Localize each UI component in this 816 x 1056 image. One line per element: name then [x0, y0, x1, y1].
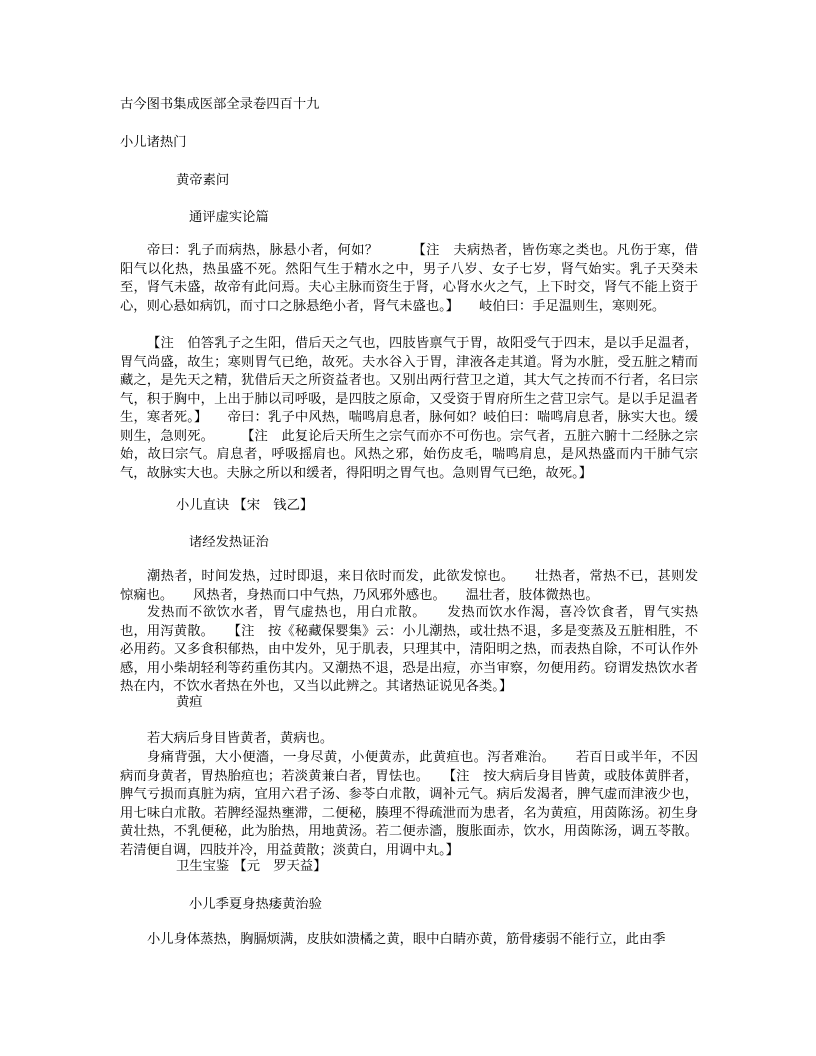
chapter-heading-1: 通评虚实论篇	[189, 210, 269, 225]
paragraph-6: 身痛背强，大小便濇，一身尽黄，小便黄赤，此黄疸也。泻者难治。 若百日或半年，不因病而身黄者，胃热胎疸也；若淡黄兼白者，胃怯也。 【注 按大病后身目皆黄，或肢体黄胖者，脾气亏损而真脏为病，宜用六君子汤、参苓白朮散，调补元气。病后发渴者，脾气虚而津液少也，用七味白朮散。若脾经湿热壅滞，二便秘，腠理不得疏泄而为患者，名为黄疸，用茵陈汤。初生身黄壮热，不乳便秘，此为胎热，用地黄汤。若二便赤濇，腹胀面赤，饮水，用茵陈汤，调五苓散。若清便自调，四肢并冷，用益黄散；淡黄白，用调中丸。】	[120, 750, 698, 858]
paragraph-7: 小儿身体蒸热，胸膈烦满，皮肤如溃橘之黄，眼中白睛亦黄，筋骨痿弱不能行立，此由季	[147, 932, 666, 947]
subheading-jaundice: 黄疸	[176, 695, 203, 710]
source-heading-1: 黄帝素问	[176, 173, 230, 188]
paragraph-2: 【注 伯答乳子之生阳，借后天之气也，四肢皆禀气于胃，故阳受气于四末，是以手足温者，胃气尚盛，故生；寒则胃气已绝，故死。夫水谷入于胃，津液各走其道。肾为水脏，受五脏之精而藏之，是先天之精，犹借后天之所资益者也。又别出两行营卫之道，其大气之抟而不行者，名曰宗气，积于胸中，上出于肺以司呼吸，是四肢之原命，又受资于胃府所生之营卫宗气。是以手足温者生，寒者死。】 帝曰：乳子中风热，喘鸣肩息者，脉何如？岐伯曰：喘鸣肩息者，脉实大也。缓则生，急则死。 【注 此复论后天所生之宗气而亦不可伤也。宗气者，五脏六腑十二经脉之宗始，故曰宗气。肩息者，呼吸摇肩也。风热之邪，始伤皮毛，喘鸣肩息，是风热盛而内干肺气宗气，故脉实大也。夫脉之所以和缓者，得阳明之胃气也。急则胃气已绝，故死。】	[120, 336, 698, 481]
paragraph-4: 发热而不欲饮水者，胃气虚热也，用白朮散。 发热而饮水作渴，喜冷饮食者，胃气实热也，用泻黄散。 【注 按《秘藏保婴集》云：小儿潮热，或壮热不退，多是变蒸及五脏相胜，不必用药。又多食积郁热，由中发外，见于肌表，只理其中，清阳明之热，而表热自除，不可认作外感，用小柴胡轻利等药重伤其内。又潮热不退，恐是出痘，亦当审察，勿便用药。窃谓发热饮水者热在内，不饮水者热在外也，又当以此辨之。其诸热证说见各类。】	[120, 605, 698, 694]
source-heading-3: 卫生宝鉴 【元 罗天益】	[176, 859, 327, 874]
paragraph-3: 潮热者，时间发热，过时即退，来日依时而发，此欲发惊也。 壮热者，常热不已，甚则发惊痫也。 风热者，身热而口中气热，乃风邪外感也。 温壮者，肢体微热也。	[120, 569, 698, 603]
document-title: 古今图书集成医部全录卷四百十九	[120, 97, 320, 112]
section-title: 小儿诸热门	[120, 135, 187, 150]
paragraph-5: 若大病后身目皆黄者，黄病也。	[147, 731, 334, 746]
chapter-heading-3: 小儿季夏身热痿黄治验	[189, 897, 322, 912]
chapter-heading-2: 诸经发热证治	[189, 535, 269, 550]
source-heading-2: 小儿直诀 【宋 钱乙】	[176, 498, 314, 513]
paragraph-1: 帝曰：乳子而病热，脉悬小者，何如？ 【注 夫病热者，皆伤寒之类也。凡伤于寒，借阳气以化热，热虽盛不死。然阳气生于精水之中，男子八岁、女子七岁，肾气始实。乳子天癸未至，肾气未盛，故帝有此问焉。夫心主脉而资生于肾，心肾水火之气，上下时交，肾气不能上资于心，则心悬如病饥，而寸口之脉悬绝小者，肾气未盛也。】 岐伯曰：手足温则生，寒则死。	[120, 243, 698, 314]
